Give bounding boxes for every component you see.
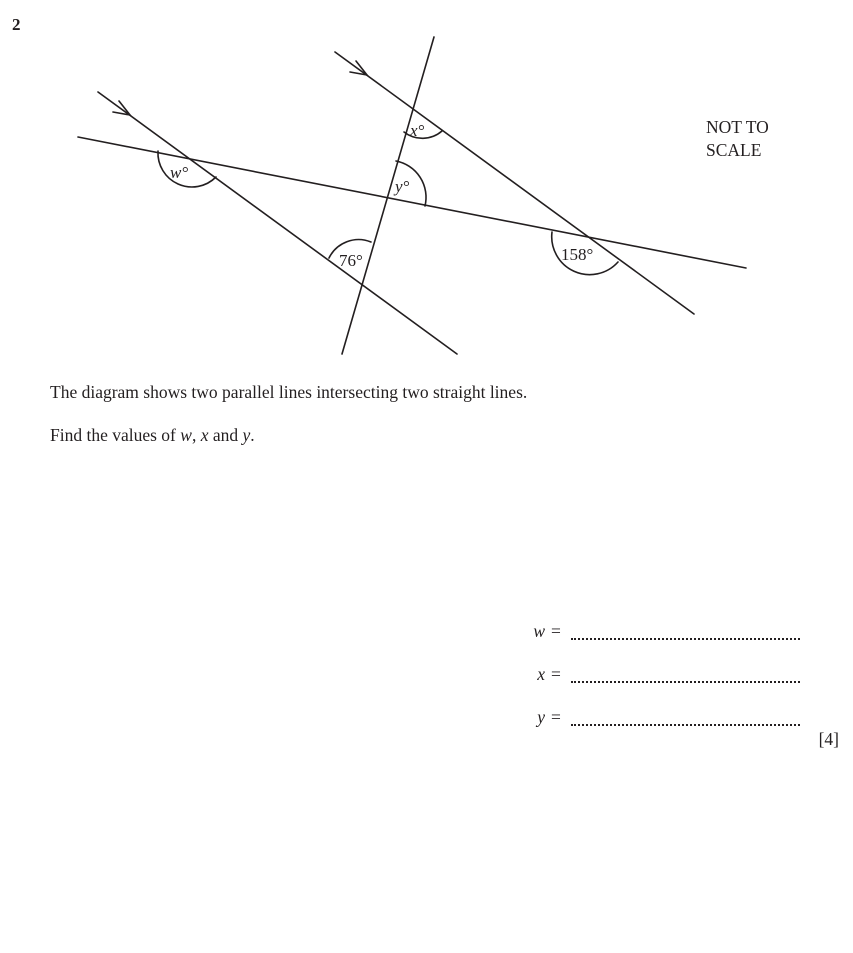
instruction-var-w: w	[180, 425, 192, 445]
angle-y-label: y°	[395, 177, 410, 196]
instruction-var-y: y	[242, 425, 251, 445]
angle-158-label: 158°	[561, 245, 594, 264]
instruction-suffix: .	[250, 425, 255, 445]
question-number: 2	[12, 15, 21, 34]
answer-equals-y: =	[551, 707, 561, 727]
answer-row-w	[533, 621, 800, 642]
answer-line-x[interactable]	[571, 667, 800, 683]
angle-w-label: w°	[170, 163, 189, 182]
not-to-scale-note	[706, 116, 769, 162]
answer-line-w[interactable]	[571, 624, 800, 640]
instruction-var-x: x	[200, 425, 209, 445]
note-line-1: NOT TO	[706, 117, 769, 137]
answer-line-y[interactable]	[571, 710, 800, 726]
question-stem: The diagram shows two parallel lines intersecting two straight lines.	[50, 382, 528, 402]
marks-allocation: [4]	[818, 729, 839, 749]
parallel-arrow-left	[113, 101, 130, 115]
angle-x-label: x°	[410, 121, 425, 140]
note-line-2: SCALE	[706, 140, 762, 160]
answer-row-x	[533, 664, 800, 685]
transversal-shallow	[78, 137, 746, 268]
parallel-arrow-right	[350, 61, 367, 75]
parallel-line-left	[98, 92, 457, 354]
answer-row-y	[533, 707, 800, 728]
transversal-steep	[342, 37, 434, 354]
parallel-line-right	[335, 52, 694, 314]
answer-label-y: y	[537, 707, 545, 727]
instruction-prefix: Find the values of	[50, 425, 181, 445]
instruction-sep-2: and	[208, 425, 243, 445]
angle-76-label: 76°	[339, 251, 363, 270]
answer-label-w: w	[533, 621, 545, 641]
answer-equals-w: =	[551, 621, 561, 641]
answer-equals-x: =	[551, 664, 561, 684]
instruction-sep-1: ,	[191, 425, 201, 445]
answer-label-x: x	[537, 664, 545, 684]
question-instruction	[50, 425, 255, 446]
angle-diagram	[0, 0, 853, 370]
